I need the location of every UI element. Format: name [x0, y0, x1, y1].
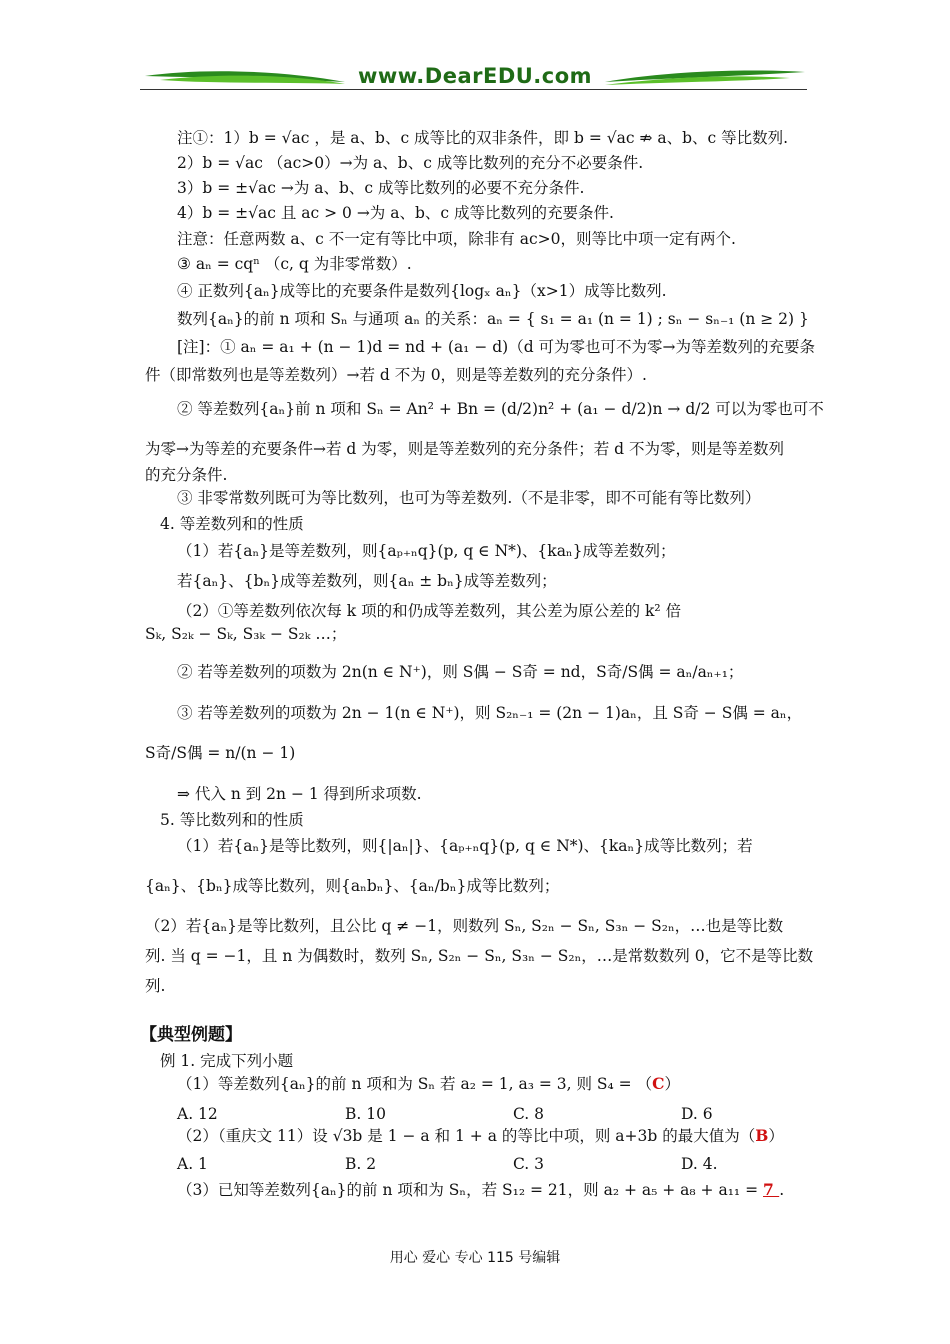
text-line: ② 等差数列{aₙ}前 n 项和 Sₙ = An² + Bn = (d/2)n² + (a₁ − d/2)n → d/2 可以为零也可不	[177, 400, 824, 418]
text-line: 3）b = ±√ac →为 a、b、c 成等比数列的必要不充分条件.	[177, 179, 585, 197]
text-line: Sₖ, S₂ₖ − Sₖ, S₃ₖ − S₂ₖ …；	[145, 625, 347, 643]
question-2-answer: B	[755, 1126, 769, 1145]
text-line: ③ aₙ = cqⁿ （c, q 为非零常数）.	[177, 255, 412, 273]
q2-option-b: B. 2	[345, 1155, 377, 1173]
text-line: 4）b = ±√ac 且 ac > 0 →为 a、b、c 成等比数列的充要条件.	[177, 204, 614, 222]
examples-heading: 【典型例题】	[140, 1025, 242, 1045]
question-3-text: （3）已知等差数列{aₙ}的前 n 项和为 Sₙ，若 S₁₂ = 21，则 a₂ + a₅ + a₈ + a₁₁ =	[177, 1181, 759, 1199]
text-line: ④ 正数列{aₙ}成等比的充要条件是数列{logₓ aₙ}（x>1）成等比数列.	[177, 282, 667, 300]
question-1	[177, 1074, 680, 1094]
question-2-text: （2）（重庆文 11）设 √3b 是 1 − a 和 1 + a 的等比中项，则 a+3b 的最大值为（	[177, 1127, 756, 1145]
text-line: 列.	[145, 977, 166, 995]
text-line: 的充分条件.	[145, 466, 228, 484]
question-1-text: （1）等差数列{aₙ}的前 n 项和为 Sₙ 若 a₂ = 1, a₃ = 3, 则 S₄ = （	[177, 1075, 653, 1093]
text-line: （2）①等差数列依次每 k 项的和仍成等差数列，其公差为原公差的 k² 倍	[177, 602, 682, 620]
text-line: ③ 非零常数列既可为等比数列，也可为等差数列.（不是非零，即不可能有等比数列）	[177, 489, 761, 507]
question-2	[177, 1126, 784, 1146]
text-line: （1）若{aₙ}是等差数列，则{aₚ₊ₙq}(p, q ∈ N*)、{kaₙ}成等差数列；	[177, 542, 676, 560]
question-3-close: .	[779, 1181, 785, 1199]
text-line: ⇒ 代入 n 到 2n − 1 得到所求项数.	[177, 785, 422, 803]
section-heading: 4. 等差数列和的性质	[160, 515, 304, 533]
site-logo-text[interactable]: www.DearEDU.com	[357, 64, 593, 88]
text-line: （1）若{aₙ}是等比数列，则{|aₙ|}、{aₚ₊ₙq}(p, q ∈ N*)、{kaₙ}成等比数列；若	[177, 837, 753, 855]
question-3-answer: 7	[763, 1180, 780, 1199]
text-line: 列. 当 q = −1，且 n 为偶数时，数列 Sₙ, S₂ₙ − Sₙ, S₃ₙ − S₂ₙ，…是常数数列 0，它不是等比数	[145, 947, 814, 965]
text-line: [注]：① aₙ = a₁ + (n − 1)d = nd + (a₁ − d)（d 可为零也可不为零→为等差数列的充要条	[177, 338, 816, 356]
q1-option-b: B. 10	[345, 1105, 386, 1123]
text-line: 注意：任意两数 a、c 不一定有等比中项，除非有 ac>0，则等比中项一定有两个.	[177, 230, 736, 248]
section-heading: 5. 等比数列和的性质	[160, 811, 304, 829]
q1-option-d: D. 6	[681, 1105, 713, 1123]
text-line: S奇/S偶 = n/(n − 1)	[145, 744, 296, 762]
text-line: ③ 若等差数列的项数为 2n − 1(n ∈ N⁺)，则 S₂ₙ₋₁ = (2n − 1)aₙ，且 S奇 − S偶 = aₙ，	[177, 704, 803, 722]
q2-option-c: C. 3	[513, 1155, 545, 1173]
question-1-answer: C	[652, 1074, 665, 1093]
q1-option-a: A. 12	[177, 1105, 218, 1123]
question-3	[177, 1180, 784, 1200]
text-line: 2）b = √ac （ac>0）→为 a、b、c 成等比数列的充分不必要条件.	[177, 154, 644, 172]
q2-option-a: A. 1	[177, 1155, 208, 1173]
text-line: 件（即常数列也是等差数列）→若 d 不为 0，则是等差数列的充分条件）.	[145, 366, 647, 384]
text-line: （2）若{aₙ}是等比数列，且公比 q ≠ −1，则数列 Sₙ, S₂ₙ − Sₙ, S₃ₙ − S₂ₙ，…也是等比数	[145, 917, 784, 935]
text-line: {aₙ}、{bₙ}成等比数列，则{aₙbₙ}、{aₙ/bₙ}成等比数列；	[145, 877, 560, 895]
text-line: ② 若等差数列的项数为 2n(n ∈ N⁺)，则 S偶 − S奇 = nd，S奇/S偶 = aₙ/aₙ₊₁；	[177, 663, 744, 681]
example-title: 例 1. 完成下列小题	[160, 1052, 294, 1070]
header-divider	[140, 89, 807, 90]
question-2-close: ）	[768, 1127, 784, 1145]
text-line: 注①：1）b = √ac ，是 a、b、c 成等比的双非条件，即 b = √ac ⇏ a、b、c 等比数列.	[177, 129, 789, 147]
question-1-close: ）	[664, 1075, 680, 1093]
text-line: 数列{aₙ}的前 n 项和 Sₙ 与通项 aₙ 的关系：aₙ = { s₁ = a₁ (n = 1) ; sₙ − sₙ₋₁ (n ≥ 2) }	[177, 310, 809, 328]
q1-option-c: C. 8	[513, 1105, 545, 1123]
text-line: 若{aₙ}、{bₙ}成等差数列，则{aₙ ± bₙ}成等差数列；	[177, 572, 557, 590]
site-header	[140, 58, 810, 98]
text-line: 为零→为等差的充要条件→若 d 为零，则是等差数列的充分条件；若 d 不为零，则是等差数列	[145, 440, 785, 458]
page-footer: 用心 爱心 专心 115 号编辑	[389, 1250, 561, 1266]
q2-option-d: D. 4.	[681, 1155, 718, 1173]
